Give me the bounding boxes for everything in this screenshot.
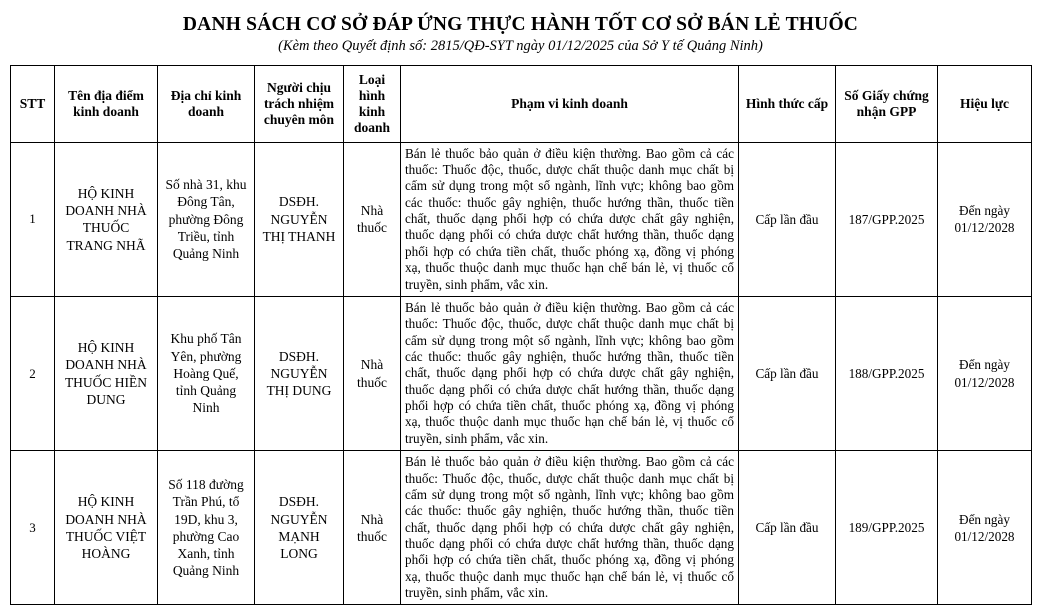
cell-name: HỘ KINH DOANH NHÀ THUỐC TRANG NHÃ xyxy=(55,142,158,296)
cell-address: Khu phố Tân Yên, phường Hoàng Quế, tỉnh Quảng Ninh xyxy=(158,296,255,450)
cell-form: Cấp lần đầu xyxy=(739,296,836,450)
cell-validity: Đến ngày 01/12/2028 xyxy=(938,451,1032,605)
cell-validity: Đến ngày 01/12/2028 xyxy=(938,296,1032,450)
cell-type: Nhà thuốc xyxy=(344,142,401,296)
cell-person: DSĐH. NGUYỄN MẠNH LONG xyxy=(255,451,344,605)
column-header-address: Địa chỉ kinh doanh xyxy=(158,66,255,143)
table-row xyxy=(11,142,1032,296)
column-header-type: Loại hình kinh doanh xyxy=(344,66,401,143)
pharmacy-list-table xyxy=(10,65,1032,605)
column-header-certificate: Số Giấy chứng nhận GPP xyxy=(836,66,938,143)
cell-form: Cấp lần đầu xyxy=(739,451,836,605)
cell-certificate: 187/GPP.2025 xyxy=(836,142,938,296)
cell-stt: 2 xyxy=(11,296,55,450)
column-header-form: Hình thức cấp xyxy=(739,66,836,143)
table-header-row xyxy=(11,66,1032,143)
cell-name: HỘ KINH DOANH NHÀ THUỐC VIỆT HOÀNG xyxy=(55,451,158,605)
cell-form: Cấp lần đầu xyxy=(739,142,836,296)
cell-address: Số 118 đường Trần Phú, tổ 19D, khu 3, phường Cao Xanh, tỉnh Quảng Ninh xyxy=(158,451,255,605)
column-header-stt: STT xyxy=(11,66,55,143)
cell-scope: Bán lẻ thuốc bảo quản ở điều kiện thường. Bao gồm cả các thuốc: Thuốc độc, thuốc, dược chất thuộc danh mục chất bị cấm sử dụng trong một số ngành, lĩnh vực; không bao gồm các thuốc: thuốc gây nghiện, thuốc hướng thần, thuốc tiền chất, thuốc dạng phối hợp có chứa dược chất gây nghiện, thuốc dạng phối có chứa dược chất hướng thần, thuốc dạng phối hợp có chứa tiền chất, thuốc phóng xạ, đồng vị phóng xạ, thuốc thuộc danh mục thuốc hạn chế bán lẻ, vị thuốc cổ truyền, sinh phẩm, vắc xin. xyxy=(401,451,739,605)
cell-person: DSĐH. NGUYỄN THỊ DUNG xyxy=(255,296,344,450)
cell-scope: Bán lẻ thuốc bảo quản ở điều kiện thường. Bao gồm cả các thuốc: Thuốc độc, thuốc, dược chất thuộc danh mục chất bị cấm sử dụng trong một số ngành, lĩnh vực; không bao gồm các thuốc: thuốc gây nghiện, thuốc hướng thần, thuốc tiền chất, thuốc dạng phối hợp có chứa dược chất gây nghiện, thuốc dạng phối có chứa dược chất hướng thần, thuốc dạng phối hợp có chứa tiền chất, thuốc phóng xạ, đồng vị phóng xạ, thuốc thuộc danh mục thuốc hạn chế bán lẻ, vị thuốc cổ truyền, sinh phẩm, vắc xin. xyxy=(401,296,739,450)
cell-stt: 1 xyxy=(11,142,55,296)
cell-type: Nhà thuốc xyxy=(344,296,401,450)
cell-name: HỘ KINH DOANH NHÀ THUỐC HIỀN DUNG xyxy=(55,296,158,450)
cell-scope: Bán lẻ thuốc bảo quản ở điều kiện thường. Bao gồm cả các thuốc: Thuốc độc, thuốc, dược chất thuộc danh mục chất bị cấm sử dụng trong một số ngành, lĩnh vực; không bao gồm các thuốc: thuốc gây nghiện, thuốc hướng thần, thuốc tiền chất, thuốc dạng phối hợp có chứa dược chất gây nghiện, thuốc dạng phối có chứa dược chất hướng thần, thuốc dạng phối hợp có chứa tiền chất, thuốc phóng xạ, đồng vị phóng xạ, thuốc thuộc danh mục thuốc hạn chế bán lẻ, vị thuốc cổ truyền, sinh phẩm, vắc xin. xyxy=(401,142,739,296)
cell-validity: Đến ngày 01/12/2028 xyxy=(938,142,1032,296)
cell-address: Số nhà 31, khu Đông Tân, phường Đông Triều, tỉnh Quảng Ninh xyxy=(158,142,255,296)
column-header-person: Người chịu trách nhiệm chuyên môn xyxy=(255,66,344,143)
cell-certificate: 188/GPP.2025 xyxy=(836,296,938,450)
table-row xyxy=(11,451,1032,605)
cell-type: Nhà thuốc xyxy=(344,451,401,605)
column-header-validity: Hiệu lực xyxy=(938,66,1032,143)
table-row xyxy=(11,296,1032,450)
cell-certificate: 189/GPP.2025 xyxy=(836,451,938,605)
cell-stt: 3 xyxy=(11,451,55,605)
page-title: DANH SÁCH CƠ SỞ ĐÁP ỨNG THỰC HÀNH TỐT CƠ SỞ BÁN LẺ THUỐC xyxy=(182,14,859,35)
column-header-name: Tên địa điểm kinh doanh xyxy=(55,66,158,143)
page-subtitle: (Kèm theo Quyết định số: 2815/QĐ-SYT ngày 01/12/2025 của Sở Y tế Quảng Ninh) xyxy=(278,38,763,54)
column-header-scope: Phạm vi kinh doanh xyxy=(401,66,739,143)
cell-person: DSĐH. NGUYỄN THỊ THANH xyxy=(255,142,344,296)
